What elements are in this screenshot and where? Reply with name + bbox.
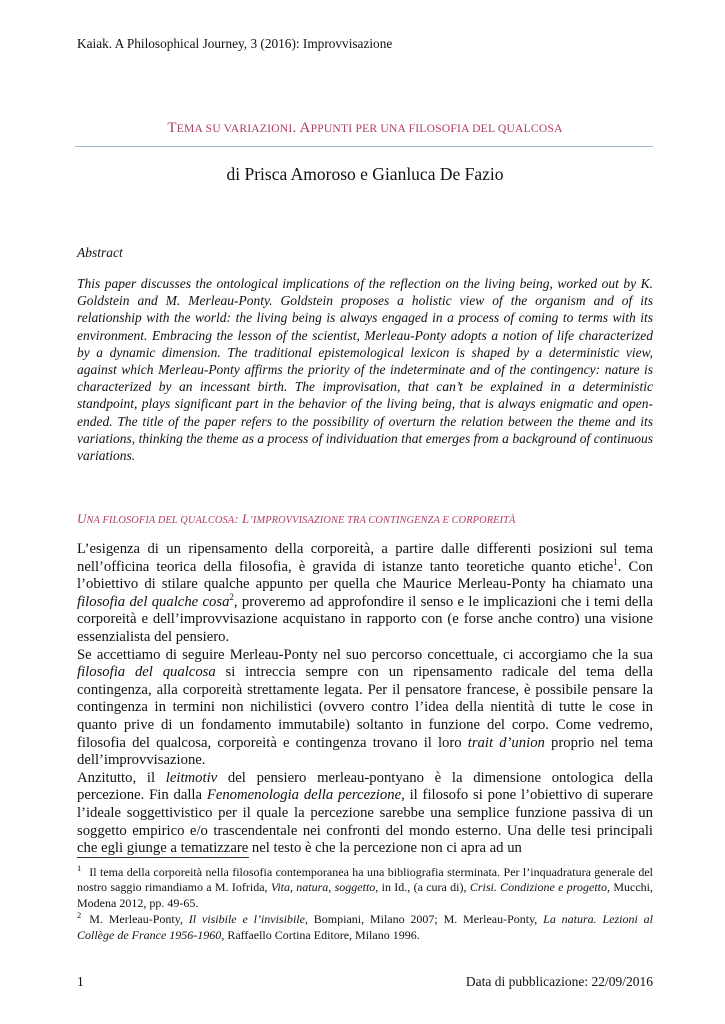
p2-emphasis-2: trait d’union: [467, 734, 545, 751]
fn2-text-b: , Bompiani, Milano 2007; M. Merleau-Ponty,: [304, 912, 544, 927]
fn1-text-b: , in Id., (a cura di),: [375, 880, 470, 895]
section-colon: :: [234, 511, 242, 526]
title-divider: [75, 146, 653, 147]
body-text: [77, 541, 653, 858]
p1-emphasis: filosofia del qualche cosa: [77, 593, 230, 610]
p3-text-b: del pensiero merleau-pontyano è la dimensione ontologica della percezione. Fin dalla: [77, 769, 653, 804]
paragraph-1: [77, 541, 653, 647]
fn2-emphasis-2: La natura. Lezioni al Collège de France 1956-1960: [77, 912, 654, 942]
p1-text-a: L’esigenza di un ripensamento della corporeità, a partire dalle differenti posizioni sul tema nell’officina teorica della filosofia, è gravida di istanze tanto teoretiche quanto etiche: [77, 541, 653, 575]
p2-text-a: Se accettiamo di seguire Merleau-Ponty nel suo percorso concettuale, ci accorgiamo che la sua: [77, 646, 653, 663]
footnote-1-number: 1: [77, 863, 82, 873]
footnote-ref-1[interactable]: 1: [613, 556, 618, 567]
p1-text-c: , proveremo ad approfondire il senso e le implicazioni che i temi della corporeità e dell’improvvisazione acquistano in rapporto con (e forse anche contro) una visione essenzialista del pensiero.: [77, 593, 653, 645]
footnote-1: [77, 865, 653, 911]
fn1-text-a: Il tema della corporeità nella filosofia contemporanea ha una bibliografia sterminata. Per l’inquadratura generale del nostro saggio rimandiamo a M. Iofrida,: [77, 865, 653, 895]
title-part-1: EMA SU VARIAZIONI: [176, 122, 293, 135]
footnote-divider: [77, 857, 249, 858]
publication-date: Data di pubblicazione: 22/09/2016: [465, 974, 653, 989]
paragraph-2: [77, 647, 653, 770]
footnote-2: [77, 912, 653, 943]
section-part-qualcosa: QUALCOSA: [180, 515, 235, 526]
p2-text-b: si intreccia sempre con un ripensamento radicale del tema della contingenza, alla corporeità strettamente legata. Per il pensatore francese, è possibile pensare la contingenza in termini non nichilistici (ovvero contro l’idea della nientità di tutte le cose in quanto prive di un fondamento immutabile) soltanto in funzione del corpo. Come vedremo, filosofia del qualcosa, corporeità e contingenza trovano il loro: [77, 664, 653, 751]
fn2-emphasis-1: Il visibile e l’invisibile: [188, 912, 305, 927]
abstract-label: Abstract: [77, 245, 123, 260]
p1-text-b: . Con l’obiettivo di stilare qualche appunto per quella che Maurice Merleau-Ponty ha chiamato una: [77, 558, 654, 593]
footnote-ref-2[interactable]: 2: [229, 591, 234, 602]
section-part-2: ’IMPROVVISAZIONE TRA CONTINGENZA E CORPOREITÀ: [249, 515, 516, 526]
title-initial-1: T: [167, 120, 177, 136]
page-number: 1: [77, 974, 84, 989]
p3-text-a: Anzitutto, il: [77, 769, 166, 786]
running-head: Kaiak. A Philosophical Journey, 3 (2016): Improvvisazione: [77, 36, 393, 51]
title-punctuation: .: [292, 120, 300, 136]
footnote-2-number: 2: [77, 910, 82, 921]
p2-emphasis-1: filosofia del qualcosa: [77, 664, 216, 681]
p2-text-c: proprio nel tema dell’improvvisazione.: [77, 734, 653, 769]
authors: di Prisca Amoroso e Gianluca De Fazio: [226, 164, 504, 184]
fn1-emphasis-1: Vita, natura, soggetto: [270, 880, 376, 895]
section-part-1: NA FILOSOFIA DEL: [86, 515, 181, 526]
section-initial-2: L: [241, 511, 250, 526]
title-initial-2: A: [299, 120, 311, 136]
title-part-2: PPUNTI PER UNA FILOSOFIA DEL QUALCOSA: [310, 122, 563, 135]
fn1-emphasis-2: Crisi. Condizione e progetto: [469, 880, 608, 895]
paragraph-3: [77, 770, 653, 858]
section-heading: [77, 511, 653, 527]
p3-emphasis-1: leitmotiv: [165, 769, 218, 786]
fn2-text-a: M. Merleau-Ponty,: [89, 912, 189, 927]
fn2-text-c: , Raffaello Cortina Editore, Milano 1996.: [221, 927, 420, 942]
abstract-text: This paper discusses the ontological implications of the reflection on the living being, worked out by K. Goldstein and M. Merleau-Ponty. Goldstein proposes a holistic view of the organism and of its relationship with the world: the living being is always engaged in a process of coming to terms with its environment. Embracing the lesson of the scientist, Merleau-Ponty adopts a notion of life characterized by a dynamic dimension. The traditional epistemological lexicon is shaped by a deterministic view, against which Merleau-Ponty affirms the priority of the indeterminate and of the contingency: nature is characterized by an incessant birth. The improvisation, that can’t be explained in a deterministic standpoint, plays significant part in the behavior of the living being, that is always enigmatic and open-ended. The title of the paper refers to the possibility of overturn the relation between the theme and its variations, thinking the theme as a process of individuation that emerges from a background of continuous variations.: [77, 276, 653, 464]
section-initial-1: U: [77, 511, 87, 526]
p3-text-c: , il filosofo si pone l’obiettivo di superare l’ideale soggettivistico per il quale la percezione sarebbe una semplice funzione passiva di un soggetto empirico e/o trascendentale nei confronti del mondo esterno. Una delle tesi principali che egli giunge a tematizzare nel testo è che la percezione non ci apra ad un: [77, 787, 653, 857]
fn1-text-c: , Mucchi, Modena 2012, pp. 49-65.: [77, 880, 654, 910]
footnotes: [77, 865, 653, 944]
p3-emphasis-2: Fenomenologia della percezione: [206, 787, 402, 804]
article-title: [77, 120, 653, 137]
